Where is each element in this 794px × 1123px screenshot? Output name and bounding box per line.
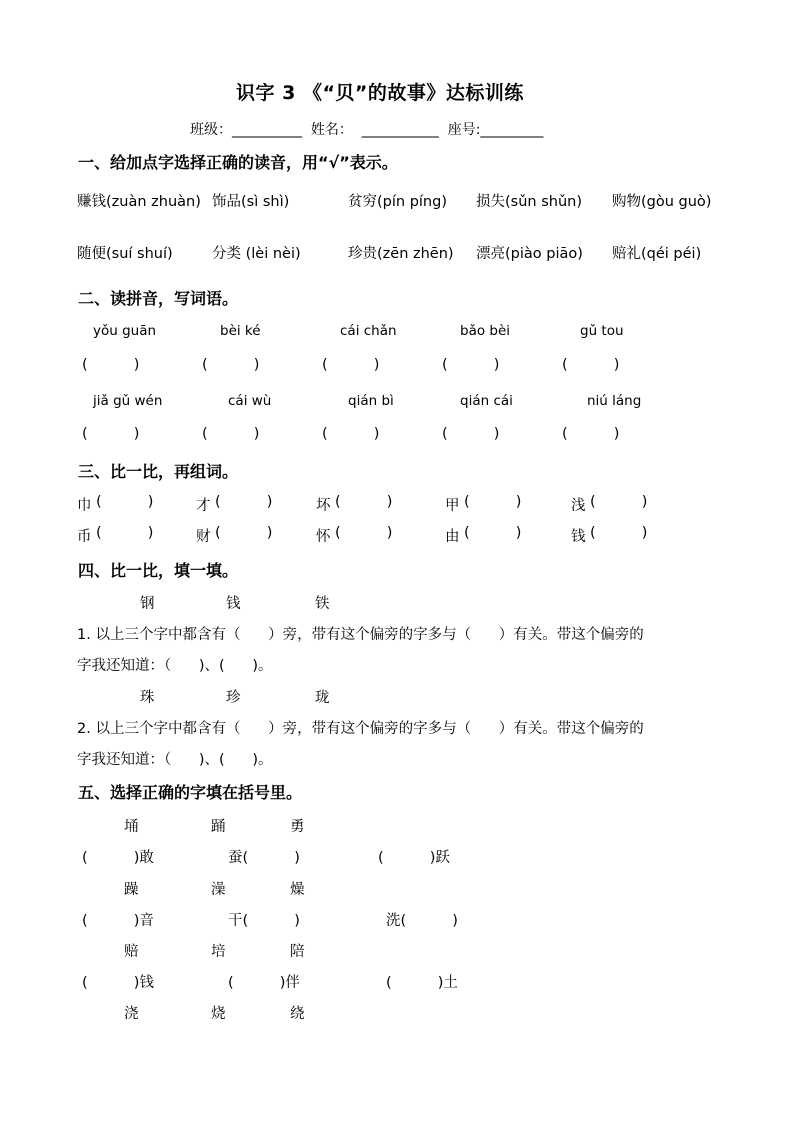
choice-char: 埇 xyxy=(124,819,139,835)
fill-blank[interactable]: ( )敢 xyxy=(82,850,154,866)
example-char: 珑 xyxy=(315,690,330,706)
question-text: 2. 以上三个字中都含有（ ）旁，带有这个偏旁的字多与（ ）有关。带这个偏旁的 xyxy=(77,721,644,737)
pinyin-item: gǔ tou xyxy=(580,323,624,339)
student-info-line: 班级：__________ 姓名： ___________ 座号:_________ xyxy=(190,122,544,138)
page-title: 识字 3 《“贝”的故事》达标训练 xyxy=(236,82,524,104)
compare-char: 才 xyxy=(196,498,211,514)
answer-blank[interactable]: ( ) xyxy=(335,525,393,541)
answer-blank[interactable]: ( ) xyxy=(335,494,393,510)
example-char: 钢 xyxy=(140,596,155,612)
answer-blank[interactable]: ( ) xyxy=(322,426,380,442)
s1-item: 随便(suí shuí) xyxy=(77,246,173,262)
answer-blank[interactable]: ( ) xyxy=(202,357,260,373)
choice-char: 烧 xyxy=(211,1006,226,1022)
section-1-heading: 一、给加点字选择正确的读音，用“√”表示。 xyxy=(78,153,398,172)
compare-char: 由 xyxy=(445,529,460,545)
choice-char: 陪 xyxy=(290,944,305,960)
question-text: 字我还知道：（ )、( )。 xyxy=(77,658,273,674)
section-4-heading: 四、比一比，填一填。 xyxy=(78,561,239,580)
pinyin-item: bǎo bèi xyxy=(460,323,511,339)
answer-blank[interactable]: ( ) xyxy=(442,426,500,442)
compare-char: 财 xyxy=(196,529,211,545)
fill-blank[interactable]: 洗( ) xyxy=(386,913,458,929)
s1-item: 分类 (lèi nèi) xyxy=(212,246,301,262)
choice-char: 培 xyxy=(211,944,226,960)
pinyin-item: qián cái xyxy=(460,393,513,409)
s1-item: 漂亮(piào piāo) xyxy=(476,246,583,262)
pinyin-item: niú láng xyxy=(587,393,642,409)
answer-blank[interactable]: ( ) xyxy=(562,426,620,442)
choice-char: 澡 xyxy=(211,882,226,898)
compare-char: 坏 xyxy=(316,498,331,514)
pinyin-item: bèi ké xyxy=(220,323,261,339)
question-text: 字我还知道：（ )、( )。 xyxy=(77,752,273,768)
choice-char: 浇 xyxy=(124,1006,139,1022)
pinyin-item: cái wù xyxy=(228,393,272,409)
answer-blank[interactable]: ( ) xyxy=(215,525,273,541)
section-3-heading: 三、比一比，再组词。 xyxy=(78,462,239,481)
answer-blank[interactable]: ( ) xyxy=(562,357,620,373)
s1-item: 贫穷(pín píng) xyxy=(348,194,447,210)
answer-blank[interactable]: ( ) xyxy=(96,525,154,541)
s1-item: 珍贵(zēn zhēn) xyxy=(348,246,454,262)
question-text: 1. 以上三个字中都含有（ ）旁，带有这个偏旁的字多与（ ）有关。带这个偏旁的 xyxy=(77,627,644,643)
compare-char: 甲 xyxy=(445,498,460,514)
pinyin-item: cái chǎn xyxy=(340,323,397,339)
answer-blank[interactable]: ( ) xyxy=(82,426,140,442)
s1-item: 饰品(sì shì) xyxy=(212,194,290,210)
example-char: 珠 xyxy=(140,690,155,706)
answer-blank[interactable]: ( ) xyxy=(202,426,260,442)
example-char: 铁 xyxy=(315,596,330,612)
choice-char: 勇 xyxy=(290,819,305,835)
fill-blank[interactable]: ( )音 xyxy=(82,913,154,929)
answer-blank[interactable]: ( ) xyxy=(464,494,522,510)
s1-item: 购物(gòu guò) xyxy=(612,194,712,210)
choice-char: 躁 xyxy=(124,882,139,898)
fill-blank[interactable]: ( )钱 xyxy=(82,975,154,991)
fill-blank[interactable]: 干( ) xyxy=(228,913,300,929)
choice-char: 赔 xyxy=(124,944,139,960)
fill-blank[interactable]: ( )伴 xyxy=(228,975,300,991)
s1-item: 赚钱(zuàn zhuàn) xyxy=(77,194,201,210)
answer-blank[interactable]: ( ) xyxy=(590,525,648,541)
answer-blank[interactable]: ( ) xyxy=(464,525,522,541)
section-5-heading: 五、选择正确的字填在括号里。 xyxy=(78,783,303,802)
compare-char: 巾 xyxy=(77,498,92,514)
pinyin-item: yǒu guān xyxy=(93,323,157,339)
fill-blank[interactable]: ( )跃 xyxy=(378,850,450,866)
answer-blank[interactable]: ( ) xyxy=(215,494,273,510)
choice-char: 燥 xyxy=(290,882,305,898)
example-char: 珍 xyxy=(226,690,241,706)
compare-char: 浅 xyxy=(571,498,586,514)
choice-char: 绕 xyxy=(290,1006,305,1022)
answer-blank[interactable]: ( ) xyxy=(322,357,380,373)
answer-blank[interactable]: ( ) xyxy=(442,357,500,373)
pinyin-item: jiǎ gǔ wén xyxy=(93,393,163,409)
pinyin-item: qián bì xyxy=(348,393,394,409)
choice-char: 踊 xyxy=(211,819,226,835)
compare-char: 怀 xyxy=(316,529,331,545)
s1-item: 损失(sǔn shǔn) xyxy=(476,194,582,210)
compare-char: 钱 xyxy=(571,529,586,545)
compare-char: 币 xyxy=(77,529,92,545)
example-char: 钱 xyxy=(226,596,241,612)
fill-blank[interactable]: 蚕( ) xyxy=(228,850,300,866)
answer-blank[interactable]: ( ) xyxy=(82,357,140,373)
answer-blank[interactable]: ( ) xyxy=(96,494,154,510)
s1-item: 赔礼(qéi péi) xyxy=(612,246,702,262)
fill-blank[interactable]: ( )土 xyxy=(386,975,458,991)
answer-blank[interactable]: ( ) xyxy=(590,494,648,510)
section-2-heading: 二、读拼音，写词语。 xyxy=(78,289,239,308)
